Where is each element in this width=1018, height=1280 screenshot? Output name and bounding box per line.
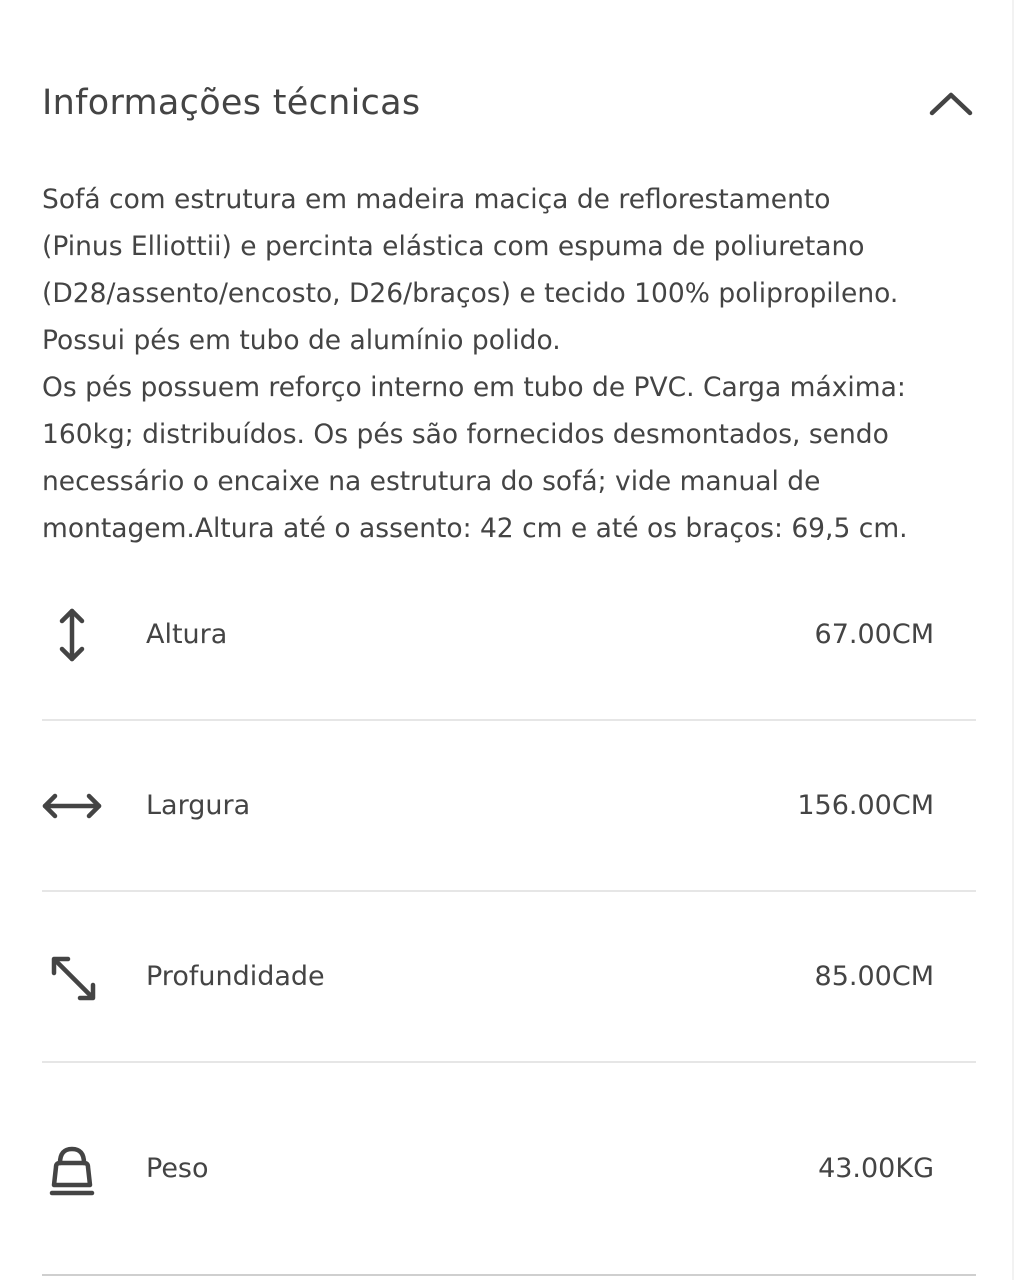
- spec-label: Largura: [146, 790, 251, 821]
- spec-label: Profundidade: [146, 961, 325, 992]
- spec-value: 156.00CM: [797, 790, 934, 821]
- section-header[interactable]: [42, 78, 976, 128]
- description-line: Sofá com estrutura em madeira maciça de reflorestamento: [42, 184, 831, 215]
- diagonal-arrows-icon: [42, 947, 102, 1007]
- spec-row-largura: [42, 721, 976, 892]
- spec-row-profundidade: [42, 892, 976, 1063]
- specs-list: [42, 550, 976, 1276]
- vertical-arrows-icon: [42, 605, 102, 665]
- description-line: montagem.Altura até o assento: 42 cm e até os braços: 69,5 cm.: [42, 513, 908, 544]
- spec-label: Altura: [146, 619, 228, 650]
- spec-row-peso: [42, 1063, 976, 1276]
- horizontal-arrows-icon: [42, 776, 102, 836]
- description-line: necessário o encaixe na estrutura do sofá; vide manual de: [42, 466, 821, 497]
- spec-value: 43.00KG: [818, 1153, 934, 1184]
- chevron-up-icon[interactable]: [926, 83, 976, 123]
- scrollbar[interactable]: [1012, 0, 1014, 1280]
- description: [42, 176, 1002, 552]
- description-line: Possui pés em tubo de alumínio polido.: [42, 325, 561, 356]
- description-line: 160kg; distribuídos. Os pés são fornecidos desmontados, sendo: [42, 419, 889, 450]
- spec-row-altura: [42, 550, 976, 721]
- description-line: Os pés possuem reforço interno em tubo de PVC. Carga máxima:: [42, 372, 906, 403]
- spec-label: Peso: [146, 1153, 209, 1184]
- spec-value: 85.00CM: [814, 961, 934, 992]
- description-line: (Pinus Elliottii) e percinta elástica com espuma de poliuretano: [42, 231, 865, 262]
- weight-icon: [42, 1139, 102, 1199]
- section-title: Informações técnicas: [42, 83, 421, 123]
- spec-value: 67.00CM: [814, 619, 934, 650]
- description-line: (D28/assento/encosto, D26/braços) e tecido 100% polipropileno.: [42, 278, 899, 309]
